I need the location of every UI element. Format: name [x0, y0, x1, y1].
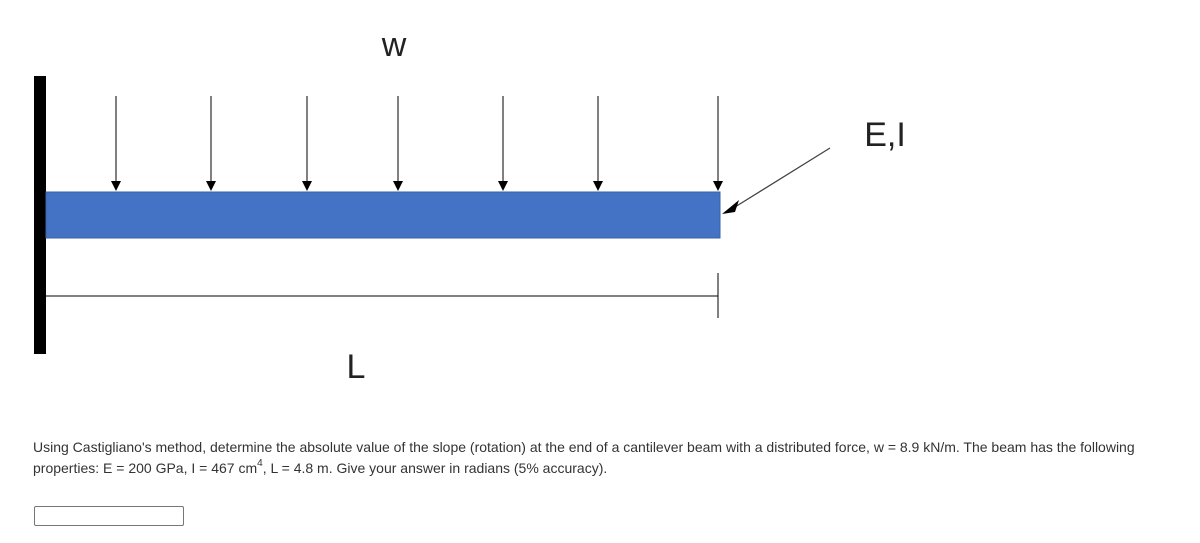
beam	[46, 192, 720, 238]
material-label-ei: E,I	[864, 116, 906, 154]
load-arrow-head	[713, 181, 723, 191]
load-arrow-head	[111, 181, 121, 191]
leader-line	[735, 148, 830, 207]
question-exponent: 4	[257, 458, 263, 470]
load-arrow-head	[593, 181, 603, 191]
load-arrow-head	[206, 181, 216, 191]
leader-arrowhead	[722, 200, 739, 214]
load-arrow-head	[498, 181, 508, 191]
question-part1: Using Castigliano's method, determine the absolute value of the slope (rotation) at the end of a cantilever beam with a distributed force, w = 8.9 kN/m. The beam has the following properties: E = 200 GPa, I = 467 cm	[33, 439, 1135, 476]
load-label-w: w	[381, 26, 407, 64]
load-arrow-head	[393, 181, 403, 191]
load-arrow-head	[302, 181, 312, 191]
question-text	[33, 437, 1173, 479]
answer-input[interactable]	[34, 506, 184, 526]
distributed-load-arrows	[111, 96, 723, 191]
length-label-l: L	[346, 348, 366, 386]
fixed-wall	[34, 76, 46, 354]
question-part2: , L = 4.8 m. Give your answer in radians (5% accuracy).	[262, 460, 608, 476]
